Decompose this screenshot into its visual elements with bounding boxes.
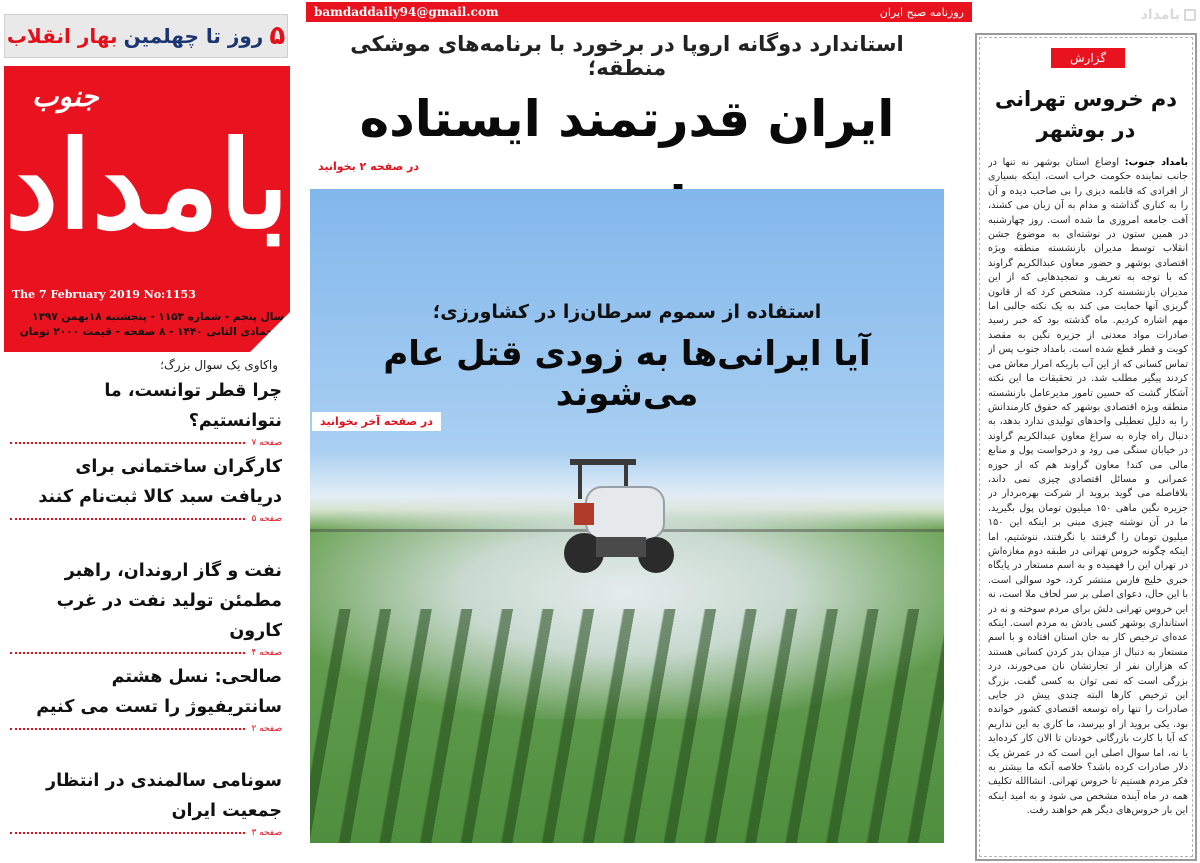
masthead [4, 66, 290, 352]
sidebar-story-footer [10, 724, 282, 734]
countdown-text: روز تا چهلمین [123, 24, 264, 48]
lead-read-more[interactable]: در صفحه ۲ بخوانید [318, 160, 420, 173]
countdown-number: ۵ [269, 21, 286, 51]
report-badge: گزارش [1051, 48, 1125, 68]
report-body [988, 156, 1188, 846]
photo-story-headline[interactable]: آیا ایرانی‌ها به زودی قتل عام می‌شوند [383, 334, 871, 414]
top-bar [306, 2, 972, 22]
report-body-text: اوضاع استان بوشهر نه تنها در جانب نماینده حکومت خراب است، اینکه بسیاری از افرادی که قابلمه دیزی را بی صاحب دیده و آن را به کناری گذاشته و مدام به آن زبان می کشند، آفت جامعه امروزی ما شده است. روز چهارشنبه در همین ستون در نوشته‌ای به موضوع جشن انقلاب توسط مدیران بازنشسته منطقه ویژه اقتصادی بوشهر و حضور معاون عبدالکریم گراوند که با توجه به تعریف و تمجیدهایی که از این مدیران بازنشسته کرد، مشخص کرد که از قانون گریزی آنها حمایت می کند به یک نکته جالبی اما مهم اشاره کردیم. ماه گذشته بود که خبر رسید صادرات مواد معدنی از جزیره نگین به مقصد کویت و قطر قطع شده است. بامداد جنوب پس از تماس کسانی که از این آب باریکه امرار معاش می کردند پیگیر مطلب شد. در تحقیقات ما این نکته آشکار گشت که حسین تامور مدیرعامل بازنشسته منطقه ویژه اقتصادی بوشهر که حقوق کارمندانش را به دلیل تعطیلی واحدهای تولیدی ندارد بدهد، به دنبال راه چاره به سراغ معاون عبدالکریم گراوند در خیابان سنگی می رود و درخواست پول و منابع مالی می کند! معاون گراوند هم که از حوزه عمرانی و مسائل اقتصادی چیزی نمی داند، بلافاصله می گوید بروید از شرکت بهره‌بردار در جزیره نگین ماهی ۱۵۰ میلیون تومان پول بگیرید. ما در آن نوشته چیزی مبنی بر اینکه این ۱۵۰ میلیون تومان را گرفتند یا نگرفتند، ننوشتیم، اما اینکه چگونه خروس تهرانی در طبقه دوم مغازه‌اش در تهران این را فهمیده و به اسم مستعار در پایگاه خبری خلیج فارس منتشر کرد، خود سوالی است. با این حال، دعوای اصلی بر سر لحاف ملا است، نه این خروس تهرانی دلش برای مردم سوخته و نه در استانداری بوشهر کسی یادش به مردم است. اینکه عده‌ای ترخیص کار به جان استان افتاده و با اسم مستعار به دنبال از میدان بدر کردن کسانی هستند که هزاران نفر از تجارتشان نان می‌خورند، درد بزرگی است که نمی توان به کسی گفت. بزرگ این ترخیص کارها البته چندی پیش در جایی صادرات را تنها راه توسعه اقتصادی کشور خوانده بود. یکی بروید از او بپرسد، ما کاری به این نداریم که آیا با کارت بازرگانی خودتان تا الان کار کرده‌اید یا نه، اما سوال اصلی این است که در عمرش یک دلار صادرات کرده باشد؟ خلاصه آنکه ما بیشتر به فکر مردم هستیم تا خروس تهرانی. انشاالله تکلیف همه در ماه آینده مشخص می شود و به امید اینکه این بار خروس‌های دیگر هم خواهند رفت. [988, 157, 1188, 817]
countdown-banner [4, 14, 288, 58]
sidebar-story-centrifuge[interactable] [10, 662, 282, 734]
contact-email[interactable]: bamdaddaily94@gmail.com [314, 5, 499, 19]
dotted-divider [10, 652, 245, 654]
issue-info-line-2: ۱ جمادی الثانی ۱۴۴۰ - ۸ صفحه - قیمت ۲۰۰۰ تومان [19, 326, 284, 338]
crop-rows [310, 609, 944, 843]
page-ref[interactable]: صفحه ۵ [251, 514, 282, 524]
page-ref[interactable]: صفحه ۷ [251, 438, 282, 448]
tagline: روزنامه صبح ایران [879, 5, 964, 19]
sidebar-story-qatar[interactable] [10, 376, 282, 448]
sidebar-story-title: کارگران ساختمانی برای دریافت سبد کالا ثبت‌نام کنند [38, 457, 282, 507]
issue-info-line-1: سال پنجم - شماره ۱۱۵۳ - پنجشنبه ۱۸بهمن ۱۳۹۷ [32, 311, 284, 323]
dotted-divider [10, 442, 245, 444]
sidebar-story-footer [10, 514, 282, 524]
sidebar-story-footer [10, 648, 282, 658]
photo-story-read-more[interactable]: در صفحه آخر بخوانید [312, 412, 441, 431]
issue-date-line: The 7 February 2019 No:1153 [12, 288, 196, 301]
page-ref[interactable]: صفحه ۴ [251, 648, 282, 658]
photo-story-subtitle: استفاده از سموم سرطان‌زا در کشاورزی؛ [432, 301, 822, 323]
lead-supertitle: استاندارد دوگانه اروپا در برخورد با برنامه‌های موشکی منطقه؛ [350, 32, 904, 80]
report-title[interactable]: دم خروس تهرانی در بوشهر [994, 87, 1178, 142]
dotted-divider [10, 518, 245, 520]
page-fold-corner [250, 312, 290, 352]
tractor-icon [560, 451, 680, 581]
sidebar-story-footer [10, 828, 282, 838]
sidebar-story-title: صالحی: نسل هشتم سانتریفیوژ را تست می کنیم [36, 667, 282, 717]
sidebar-story-ageing[interactable] [10, 766, 282, 838]
sidebar-story-title: چرا قطر توانست، ما نتوانستیم؟ [104, 381, 282, 431]
masthead-sub-logo: جنوب [32, 80, 99, 113]
corner-logo [1090, 4, 1196, 26]
corner-logo-text: بامداد [1140, 7, 1180, 23]
page-ref[interactable]: صفحه ۲ [251, 724, 282, 734]
main-photo [310, 189, 944, 843]
sidebar-story-footer [10, 438, 282, 448]
masthead-logo: بامداد [4, 115, 289, 256]
issue-info [10, 310, 284, 340]
sidebar-story-oil-gas[interactable] [10, 556, 282, 658]
sidebar-story-workers[interactable] [10, 452, 282, 524]
dotted-divider [10, 728, 245, 730]
report-lead-label: بامداد جنوب: [1124, 157, 1188, 168]
square-icon [1184, 9, 1196, 21]
sidebar-story-title: سونامی سالمندی در انتظار جمعیت ایران [46, 771, 282, 821]
dotted-divider [10, 832, 245, 834]
countdown-highlight: بهار انقلاب [6, 24, 118, 48]
sidebar-story-title: نفت و گاز اروندان، راهبر مطمئن تولید نفت در غرب کارون [56, 561, 282, 641]
page-ref[interactable]: صفحه ۳ [251, 828, 282, 838]
lead-headline[interactable]: ایران قدرتمند ایستاده [359, 90, 895, 148]
sidebar-kicker: واکاوی یک سوال بزرگ؛ [160, 358, 278, 372]
